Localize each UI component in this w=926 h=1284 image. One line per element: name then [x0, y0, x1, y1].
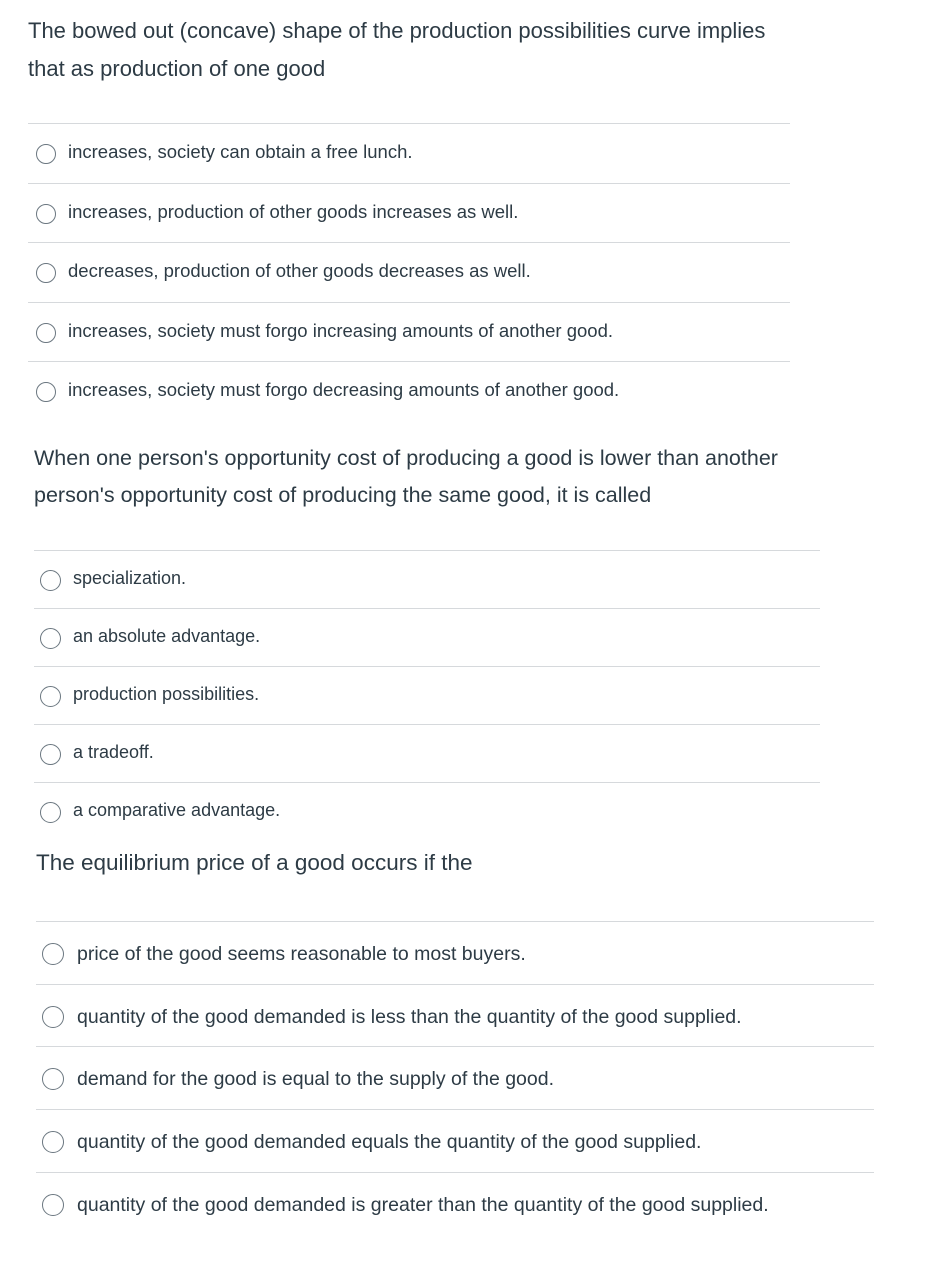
answer-option[interactable]: [36, 1172, 874, 1235]
radio-button[interactable]: [42, 1194, 64, 1216]
answer-label: demand for the good is equal to the supply of the good.: [77, 1068, 555, 1091]
answer-label: quantity of the good demanded is less than the quantity of the good supplied.: [77, 1005, 742, 1028]
answer-option[interactable]: [34, 782, 820, 840]
answer-option[interactable]: [36, 921, 874, 984]
answer-list: [28, 123, 790, 421]
radio-button[interactable]: [40, 686, 61, 707]
question-3: [36, 844, 874, 1216]
answer-option[interactable]: [36, 1109, 874, 1172]
answer-label: quantity of the good demanded equals the quantity of the good supplied.: [77, 1131, 702, 1154]
answer-option[interactable]: [28, 302, 790, 362]
radio-button[interactable]: [36, 382, 56, 402]
answer-label: price of the good seems reasonable to most buyers.: [77, 943, 526, 965]
answer-label: increases, production of other goods increases as well.: [68, 200, 519, 222]
answer-option[interactable]: [28, 361, 790, 421]
answer-label: specialization.: [73, 568, 187, 588]
answer-option[interactable]: [36, 984, 874, 1047]
answer-option[interactable]: [28, 242, 790, 302]
radio-button[interactable]: [40, 744, 61, 765]
answer-option[interactable]: [34, 666, 820, 724]
radio-button[interactable]: [42, 1068, 64, 1090]
radio-button[interactable]: [40, 570, 61, 591]
answer-label: increases, society must forgo increasing amounts of another good.: [68, 319, 614, 341]
radio-button[interactable]: [42, 1131, 64, 1153]
radio-button[interactable]: [36, 263, 56, 283]
radio-button[interactable]: [36, 204, 56, 224]
answer-option[interactable]: [28, 183, 790, 243]
answer-option[interactable]: [34, 608, 820, 666]
answer-label: a tradeoff.: [73, 742, 154, 762]
radio-button[interactable]: [40, 802, 61, 823]
answer-list: [34, 550, 820, 840]
answer-label: decreases, production of other goods decreases as well.: [68, 260, 531, 281]
answer-option[interactable]: [34, 550, 820, 608]
answer-option[interactable]: [34, 724, 820, 782]
answer-option[interactable]: [28, 123, 790, 183]
question-text: When one person's opportunity cost of producing a good is lower than another person's opportunity cost of producing the same good, it is called: [34, 446, 778, 507]
answer-label: increases, society must forgo decreasing amounts of another good.: [68, 379, 620, 400]
radio-button[interactable]: [42, 1006, 64, 1028]
question-1: [28, 12, 790, 400]
answer-label: an absolute advantage.: [73, 626, 261, 646]
question-2: [34, 440, 820, 820]
answer-list: [36, 921, 874, 1234]
answer-label: a comparative advantage.: [73, 800, 281, 820]
answer-label: quantity of the good demanded is greater than the quantity of the good supplied.: [77, 1193, 769, 1216]
answer-option[interactable]: [36, 1046, 874, 1109]
question-text: The equilibrium price of a good occurs if the: [36, 850, 473, 875]
question-text: The bowed out (concave) shape of the production possibilities curve implies that as production of one good: [28, 18, 766, 81]
radio-button[interactable]: [36, 144, 56, 164]
answer-label: increases, society can obtain a free lunch.: [68, 141, 413, 162]
radio-button[interactable]: [36, 323, 56, 343]
answer-label: production possibilities.: [73, 684, 260, 704]
radio-button[interactable]: [42, 943, 64, 965]
radio-button[interactable]: [40, 628, 61, 649]
